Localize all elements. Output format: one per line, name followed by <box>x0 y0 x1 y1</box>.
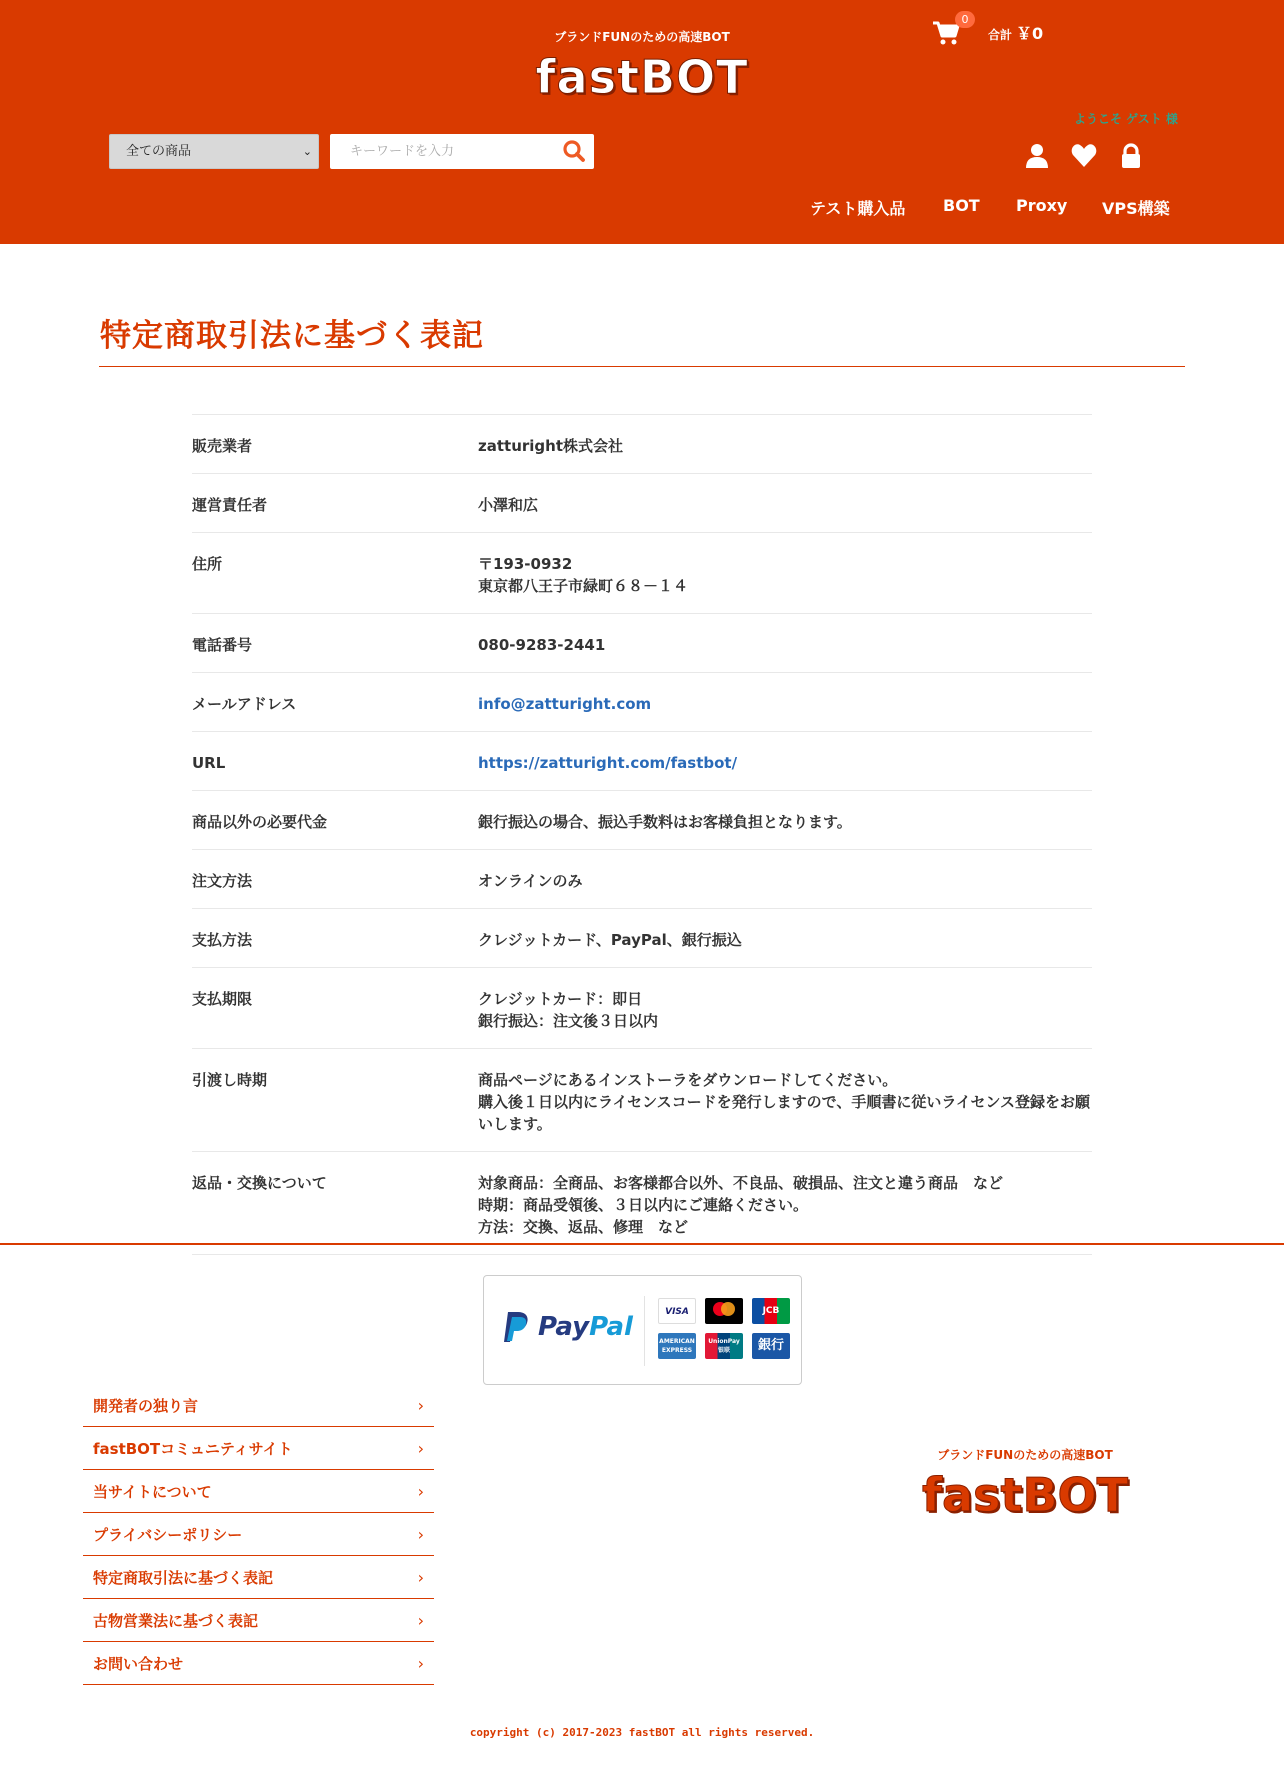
row-value <box>478 811 1092 833</box>
paypal-logo-pay: Pay <box>538 1312 590 1342</box>
footer-link-label: 開発者の独り言 <box>93 1396 199 1415</box>
table-row <box>192 415 1092 474</box>
footer-link[interactable] <box>83 1427 434 1470</box>
row-value-line: オンラインのみ <box>478 872 583 890</box>
visa-card: VISA <box>658 1298 696 1324</box>
row-label: 引渡し時期 <box>192 1071 268 1089</box>
row-value-line: 小澤和広 <box>478 496 539 514</box>
table-row <box>192 474 1092 533</box>
row-value <box>478 929 1092 951</box>
footer-logo[interactable]: fastBOT <box>922 1468 1128 1522</box>
category-select[interactable] <box>109 134 319 169</box>
footer-link-label: 当サイトについて <box>93 1482 212 1501</box>
row-value <box>478 435 1092 457</box>
row-value-line: 方法：交換、返品、修理 など <box>478 1218 689 1236</box>
row-label: 住所 <box>192 555 223 573</box>
cart-total-amount: ￥0 <box>1016 24 1044 43</box>
nav-vps[interactable]: VPS構築 <box>1102 199 1170 218</box>
mastercard-card <box>705 1298 743 1324</box>
row-label: 電話番号 <box>192 636 253 654</box>
chevron-right-icon: › <box>417 1395 424 1415</box>
table-row <box>192 1152 1092 1255</box>
lock-icon[interactable] <box>1117 142 1145 170</box>
payment-methods-banner <box>483 1275 802 1385</box>
row-label: 注文方法 <box>192 872 253 890</box>
footer-links <box>83 1384 434 1685</box>
table-row <box>192 614 1092 673</box>
cart-count-badge: 0 <box>955 11 975 28</box>
paypal-logo-pal: Pal <box>589 1312 633 1342</box>
site-logo[interactable]: fastBOT <box>535 50 749 104</box>
table-row <box>192 791 1092 850</box>
row-value <box>478 1069 1092 1135</box>
unionpay-card: UnionPay 银联 <box>705 1333 743 1359</box>
row-value-link[interactable]: info@zatturight.com <box>478 695 652 713</box>
search-input[interactable] <box>330 134 550 169</box>
row-label: 支払期限 <box>192 990 253 1008</box>
table-row <box>192 1049 1092 1152</box>
row-value <box>478 494 1092 516</box>
row-label: URL <box>192 754 226 772</box>
search-box <box>330 134 594 169</box>
row-value-line: 購入後１日以内にライセンスコードを発行しますので、手順書に従いライセンス登録をお願いします。 <box>478 1093 1091 1133</box>
table-row <box>192 673 1092 732</box>
row-label: 運営責任者 <box>192 496 268 514</box>
nav-bot[interactable]: BOT <box>943 196 980 215</box>
cart-total[interactable] <box>988 21 1043 44</box>
welcome-message: ようこそ ゲスト 様 <box>1074 112 1178 126</box>
table-row <box>192 732 1092 791</box>
row-value <box>478 634 1092 656</box>
payment-separator <box>644 1296 645 1366</box>
chevron-right-icon: › <box>417 1481 424 1501</box>
copyright: copyright (c) 2017-2023 fastBOT all rights reserved. <box>469 1726 815 1739</box>
cart-total-label: 合計 <box>988 28 1013 42</box>
title-divider <box>99 366 1185 367</box>
row-value-line: 銀行振込の場合、振込手数料はお客様負担となります。 <box>478 813 852 831</box>
row-value-line: クレジットカード：即日 <box>478 990 643 1008</box>
nav-proxy[interactable]: Proxy <box>1016 196 1068 215</box>
row-value-line: 対象商品：全商品、お客様都合以外、不良品、破損品、注文と違う商品 など <box>478 1174 1004 1192</box>
chevron-right-icon: › <box>417 1567 424 1587</box>
bank-transfer-card: 銀行 <box>752 1333 790 1359</box>
search-icon[interactable] <box>562 139 586 163</box>
row-value-line: 時期：商品受領後、３日以内にご連絡ください。 <box>478 1196 809 1214</box>
row-value-link[interactable]: https://zatturight.com/fastbot/ <box>478 754 738 772</box>
table-row <box>192 909 1092 968</box>
table-row <box>192 968 1092 1049</box>
footer-link[interactable] <box>83 1642 434 1685</box>
heart-icon[interactable] <box>1070 142 1098 170</box>
footer-link-label: プライバシーポリシー <box>93 1525 243 1544</box>
footer-link[interactable] <box>83 1599 434 1642</box>
footer-link-label: 特定商取引法に基づく表記 <box>93 1568 274 1587</box>
footer-link[interactable] <box>83 1384 434 1427</box>
row-label: 販売業者 <box>192 437 253 455</box>
chevron-down-icon: ⌄ <box>302 145 312 158</box>
row-value <box>478 693 1092 715</box>
legal-info-table <box>192 414 1092 1255</box>
chevron-right-icon: › <box>417 1524 424 1544</box>
row-value-line: 銀行振込：注文後３日以内 <box>478 1012 659 1030</box>
footer-link-label: fastBOTコミュニティサイト <box>93 1439 293 1458</box>
paypal-logo <box>538 1312 633 1342</box>
row-value-line: 080-9283-2441 <box>478 636 606 654</box>
page-title: 特定商取引法に基づく表記 <box>100 318 484 354</box>
row-label: 商品以外の必要代金 <box>192 813 328 831</box>
footer-tagline: ブランドFUNのための高速BOT <box>937 1448 1113 1462</box>
row-label: 支払方法 <box>192 931 253 949</box>
footer-link[interactable] <box>83 1470 434 1513</box>
jcb-card: JCB <box>752 1298 790 1324</box>
paypal-logo-icon <box>502 1310 530 1344</box>
site-header <box>0 0 1284 244</box>
row-value-line: 東京都八王子市緑町６８－１４ <box>478 577 689 595</box>
footer-divider <box>0 1243 1284 1245</box>
amex-card: AMERICAN EXPRESS <box>658 1333 696 1359</box>
row-value <box>478 870 1092 892</box>
footer-link[interactable] <box>83 1513 434 1556</box>
row-value <box>478 1172 1092 1238</box>
chevron-right-icon: › <box>417 1653 424 1673</box>
header-tagline: ブランドFUNのための高速BOT <box>554 30 730 44</box>
row-value-line: クレジットカード、PayPal、銀行振込 <box>478 931 742 949</box>
mastercard-icon <box>705 1298 743 1324</box>
row-value-line: zatturight株式会社 <box>478 437 623 455</box>
row-value-line: 〒193-0932 <box>478 555 573 573</box>
row-label: メールアドレス <box>192 695 297 713</box>
row-value <box>478 752 1092 774</box>
footer-link-label: お問い合わせ <box>93 1654 184 1673</box>
chevron-right-icon: › <box>417 1438 424 1458</box>
user-icon[interactable] <box>1023 142 1051 170</box>
table-row <box>192 850 1092 909</box>
nav-test-purchase[interactable]: テスト購入品 <box>810 199 906 218</box>
row-label: 返品・交換について <box>192 1174 327 1192</box>
footer-link-label: 古物営業法に基づく表記 <box>93 1611 259 1630</box>
row-value-line: 商品ページにあるインストーラをダウンロードしてください。 <box>478 1071 898 1089</box>
table-row <box>192 533 1092 614</box>
row-value <box>478 553 1092 597</box>
chevron-right-icon: › <box>417 1610 424 1630</box>
row-value <box>478 988 1092 1032</box>
category-select-value: 全ての商品 <box>126 144 192 159</box>
footer-link[interactable] <box>83 1556 434 1599</box>
